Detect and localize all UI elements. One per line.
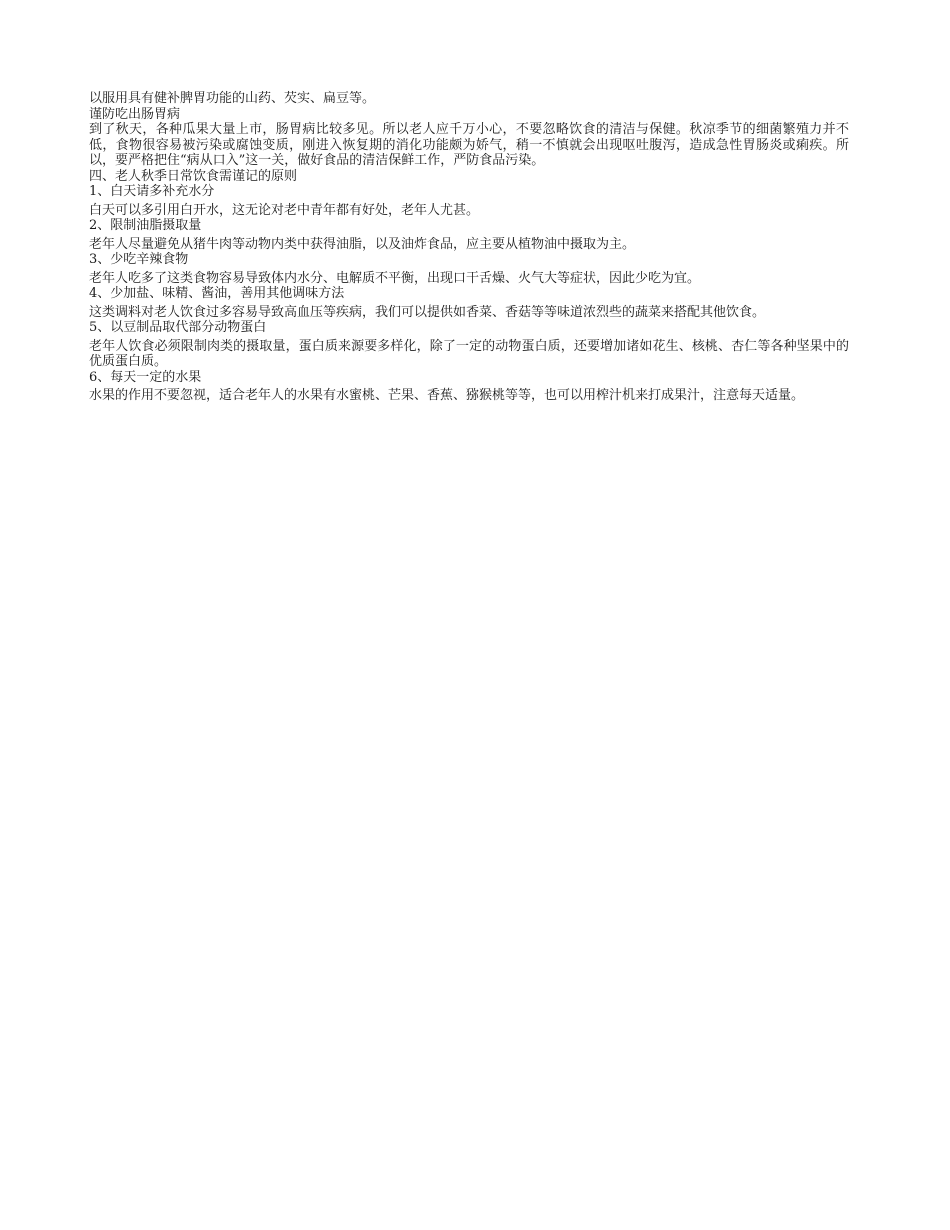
section-gastro [89, 107, 849, 169]
principle-body: 老年人尽量避免从猪牛肉等动物内类中获得油脂，以及油炸食品，应主要从植物油中摄取为主。 [89, 236, 636, 252]
principle-body: 老年人吃多了这类食物容易导致体内水分、电解质不平衡，出现口干舌燥、火气大等症状，因此少吃为宜。 [89, 270, 701, 286]
principle-heading: 1、白天请多补充水分 [89, 184, 215, 199]
principle-item [89, 184, 849, 218]
principle-body: 这类调料对老人饮食过多容易导致高血压等疾病，我们可以提供如香菜、香菇等等味道浓烈些的蔬菜来搭配其他饮食。 [89, 304, 766, 320]
principle-heading: 3、少吃辛辣食物 [89, 252, 189, 267]
section-principles [89, 169, 849, 404]
principle-heading: 4、少加盐、味精、酱油，善用其他调味方法 [89, 286, 345, 301]
document-page [89, 91, 849, 404]
principle-item [89, 286, 849, 320]
principle-body: 老年人饮食必须限制肉类的摄取量，蛋白质来源要多样化，除了一定的动物蛋白质，还要增加诸如花生、核桃、杏仁等各种坚果中的优质蛋白质。 [89, 338, 849, 369]
principle-heading: 2、限制油脂摄取量 [89, 218, 202, 233]
section-gastro-title: 谨防吃出肠胃病 [89, 106, 181, 122]
principle-item [89, 320, 849, 370]
principle-body: 水果的作用不要忽视，适合老年人的水果有水蜜桃、芒果、香蕉、猕猴桃等等，也可以用榨汁机来打成果汁，注意每天适量。 [89, 388, 805, 403]
principle-body: 白天可以多引用白开水，这无论对老中青年都有好处，老年人尤甚。 [89, 202, 480, 218]
section-gastro-body: 到了秋天，各种瓜果大量上市，肠胃病比较多见。所以老人应千万小心，不要忽略饮食的清洁与保健。秋凉季节的细菌繁殖力并不低，食物很容易被污染或腐蚀变质，刚进入恢复期的消化功能颇为娇气，稍一不慎就会出现呕吐腹泻，造成急性胃肠炎或痢疾。所以，要严格把住“病从口入”这一关，做好食品的清洁保鲜工作，严防食品污染。 [89, 122, 849, 168]
principle-item [89, 218, 849, 252]
intro-paragraph-tail: 以服用具有健补脾胃功能的山药、芡实、扁豆等。 [89, 91, 376, 106]
principle-item [89, 370, 849, 404]
principle-heading: 6、每天一定的水果 [89, 369, 202, 385]
principle-heading: 5、以豆制品取代部分动物蛋白 [89, 320, 267, 335]
section-principles-title: 四、老人秋季日常饮食需谨记的原则 [89, 168, 298, 184]
principle-item [89, 252, 849, 286]
